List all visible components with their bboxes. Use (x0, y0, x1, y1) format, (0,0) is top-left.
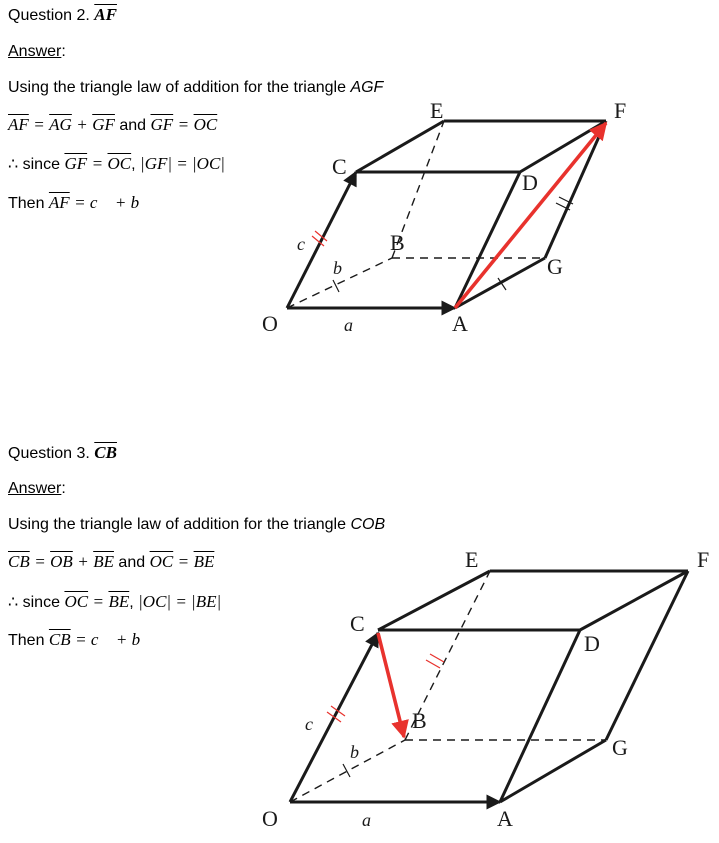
q2-label-vec-b: b⃗ (333, 258, 357, 278)
q2-since-vec1: $\overline{GF}$ (64, 154, 88, 173)
q2-then-vector: $\overline{AF}$ (48, 193, 70, 212)
q3-then-vector: $\overline{CB}$ (48, 630, 71, 649)
q2-since-prefix: ∴ since (8, 156, 60, 173)
q3-answer-colon: : (61, 480, 66, 497)
q3-then-prefix: Then (8, 632, 45, 649)
q3-heading-vector: $\overline{CB}$ (94, 443, 117, 462)
q3-edge-CE (378, 571, 490, 630)
q3-eq-equals2: = (177, 552, 190, 571)
q2-label-B: B (390, 230, 405, 255)
q2-then-prefix: Then (8, 195, 45, 212)
q3-label-A: A (497, 806, 513, 831)
q3-heading-text: Question 3. (8, 445, 90, 462)
q3-edge-GF (606, 571, 688, 740)
q3-eq-term2: $\overline{BE}$ (93, 552, 114, 571)
q2-eq-equals: = (33, 115, 45, 134)
q3-intro-text: Using the triangle law of addition for the triangle (8, 516, 346, 533)
q3-eq-and: and (118, 554, 146, 571)
q2-intro-text: Using the triangle law of addition for the triangle (8, 79, 346, 96)
q2-eq-equals2: = (177, 115, 190, 134)
q3-label-vec-a: a⃗ (362, 810, 386, 830)
q2-label-vec-a: a⃗ (344, 315, 368, 335)
q2-eq-plus: + (76, 115, 88, 134)
q2-eq-and: and (119, 117, 147, 134)
q2-heading-vector: $\overline{AF}$ (94, 5, 117, 24)
q2-answer-text: Answer (8, 43, 62, 60)
q2-heading-text: Question 2. (8, 7, 90, 24)
q3-since-vec1: $\overline{OC}$ (64, 592, 89, 611)
q3-eq-lhs: $\overline{CB}$ (8, 552, 30, 571)
q3-eq-term4: $\overline{BE}$ (193, 552, 215, 571)
q2-label-D: D (522, 170, 538, 195)
q2-then-rhs: = c⃗ + b⃗ (74, 193, 153, 212)
q3-eq-term1: $\overline{OB}$ (50, 552, 73, 571)
q3-tick-BE-2 (430, 654, 444, 662)
q3-then-rhs: = c⃗ + b⃗ (75, 630, 154, 649)
q3-since: ∴ since $\overline{OC} = \overline{BE}$, |OC| = |BE| (8, 592, 222, 611)
q2-edge-CE (356, 121, 444, 172)
q3-label-vec-c: c⃗ (305, 714, 327, 734)
q2-parallelepiped (287, 121, 606, 308)
q2-label-G: G (547, 254, 563, 279)
q3-eq-term3: $\overline{OC}$ (149, 552, 174, 571)
q3-label-B: B (412, 708, 427, 733)
q3-since-magnitudes: |OC| = |BE| (138, 592, 222, 611)
q2-label-O: O (262, 311, 278, 336)
q3-since-prefix: ∴ since (8, 594, 60, 611)
q2-eq-term4: $\overline{OC}$ (193, 115, 218, 134)
q3-label-O: O (262, 806, 278, 831)
q2-edge-GF (545, 121, 606, 258)
q2-label-A: A (452, 311, 468, 336)
q3-vector-CB (378, 633, 404, 737)
q3-label-C: C (350, 611, 365, 636)
q2-since-vec2: $\overline{OC}$ (107, 154, 132, 173)
q2-label-F: F (614, 98, 627, 123)
q2-answer-colon: : (61, 43, 66, 60)
q3-eq-equals: = (34, 552, 46, 571)
q3-parallelepiped (290, 571, 688, 802)
q3-since-equals: = (92, 592, 104, 611)
q3-eq-plus: + (77, 552, 89, 571)
q3-label-D: D (584, 631, 600, 656)
q2-label-vec-c: c⃗ (297, 234, 319, 254)
q2-vector-AF (455, 123, 606, 308)
q2-eq-lhs: $\overline{AF}$ (8, 115, 29, 134)
q3-tick-BE-1 (426, 660, 440, 668)
q3-label-vec-b: b⃗ (350, 742, 374, 762)
q3-answer-text: Answer (8, 480, 62, 497)
q2-tick-OB (333, 280, 339, 292)
q3-label-E: E (465, 547, 479, 572)
q3-since-vec2: $\overline{BE}$ (108, 592, 130, 611)
q2-intro-triangle: AGF (350, 79, 384, 96)
q3-label-G: G (612, 735, 628, 760)
q3-intro-triangle: COB (350, 516, 386, 533)
q2-label-E: E (430, 98, 444, 123)
q3-label-F: F (697, 547, 710, 572)
q2-label-C: C (332, 154, 347, 179)
q3-tick-OB (343, 764, 350, 777)
q3-edge-DF (580, 571, 688, 630)
q2-eq-term3: $\overline{GF}$ (150, 115, 174, 134)
q2-eq-term1: $\overline{AG}$ (49, 115, 72, 134)
q2-since-magnitudes: |GF| = |OC| (140, 154, 225, 173)
q2-eq-term2: $\overline{GF}$ (92, 115, 115, 134)
q2-since: ∴ since $\overline{GF} = \overline{OC}$, |GF| = |OC| (8, 154, 225, 173)
q2-since-equals: = (91, 154, 104, 173)
q3-edge-AD (500, 630, 580, 802)
